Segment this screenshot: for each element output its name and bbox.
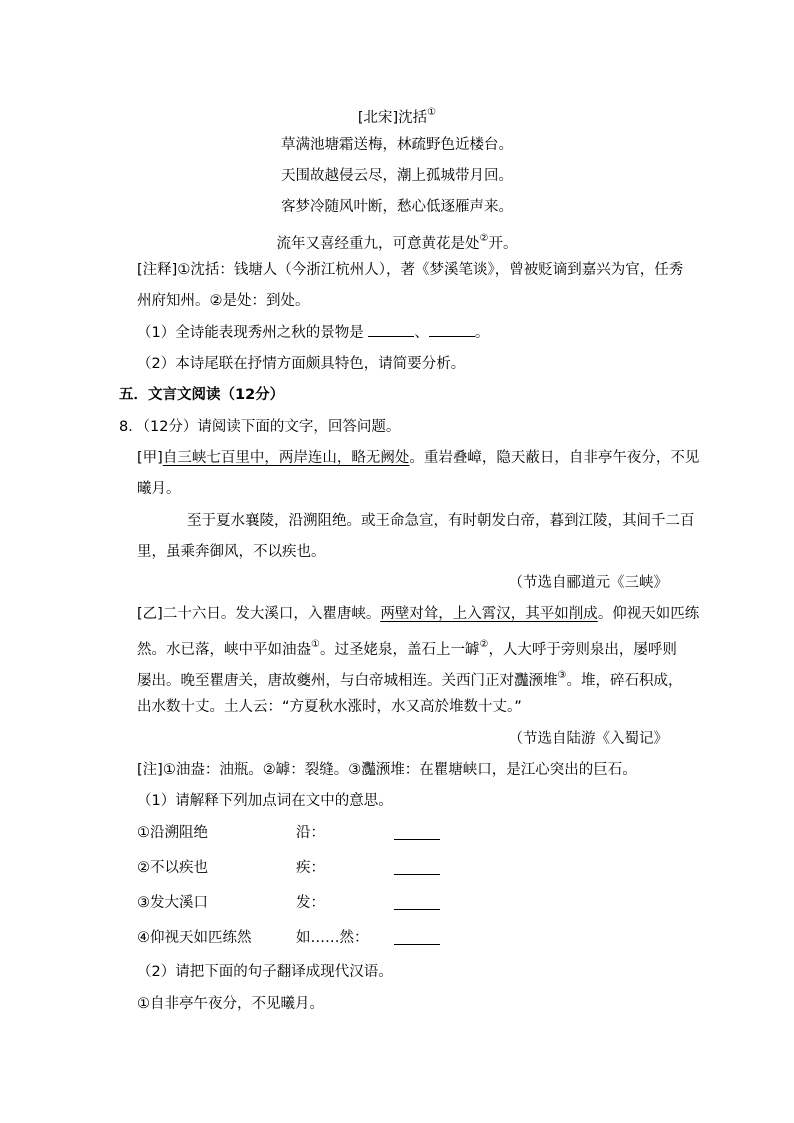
passage-jia: [甲]自三峡七百里中，两岸连山，略无阙处。重岩叠嶂，隐天蔽日，自非亭午夜分，不见 [137,450,700,466]
poem-line: 客梦冷随风叶断，愁心低逐雁声来。 [281,199,513,215]
sub-question-1: （1）请解释下列加点词在文中的意思。 [137,793,393,809]
sub-question-2: （2）请把下面的句子翻译成现代汉语。 [137,964,393,980]
section-title: 五．文言文阅读（12分） [119,387,285,403]
poem-line: 流年又喜经重九，可意黄花是处②开。 [276,233,518,252]
passage-jia: 里，虽乘奔御风，不以疾也。 [137,544,326,560]
passage-yi: [乙]二十六日。发大溪口，入瞿唐峡。两壁对耸，上入霄汉，其平如削成。仰视天如匹练 [137,606,700,622]
answer-blank[interactable] [394,908,440,910]
answer-blank[interactable] [394,943,440,945]
poem-note: 州府知州。②是处：到处。 [137,293,310,309]
word-phrase: ②不以疾也 [137,860,208,876]
source-citation: （节选自郦道元《三峡》 [508,575,668,591]
word-target: 疾： [296,860,325,876]
underlined-sentence: 两壁对耸，上入霄汉，其平如削成 [380,606,598,622]
word-phrase: ①沿溯阻绝 [137,825,208,841]
answer-blank[interactable] [368,324,414,337]
translate-item: ①自非亭午夜分，不见曦月。 [137,996,324,1012]
passage-yi: 出水数十丈。土人云：“方夏秋水涨时，水又高於堆数十丈。” [137,699,522,715]
passage-yi: 然。水已落，峡中平如油盎①。过圣姥泉，盖石上一罅②，人大呼于旁则泉出，屡呼则 [137,639,677,658]
passage-note: [注]①油盎：油瓶。②罅：裂缝。③灩滪堆：在瞿塘峡口，是江心突出的巨石。 [137,762,637,778]
answer-blank[interactable] [429,324,475,337]
answer-blank[interactable] [394,873,440,875]
word-phrase: ④仰视天如匹练然 [137,930,252,946]
note-marker: ② [479,639,489,650]
passage-yi: 屡出。晚至瞿唐关，唐故夔州，与白帝城相连。关西门正对灩滪堆③。堆，碎石积成， [137,670,683,689]
note-marker: ① [427,107,437,118]
underlined-sentence: 自三峡七百里中，两岸连山，略无阙处 [162,450,410,466]
word-target: 沿： [296,825,325,841]
note-marker: ① [311,639,320,650]
passage-jia: 曦月。 [137,481,181,497]
word-target: 发： [296,895,325,911]
poem-note: [注释]①沈括：钱塘人（今浙江杭州人），著《梦溪笔谈》，曾被贬谪到嘉兴为官，任秀 [137,262,684,278]
poem-author: [北宋]沈括① [357,107,437,126]
poem-question-2: （2）本诗尾联在抒情方面颇具特色，请简要分析。 [137,356,466,372]
word-target: 如……然： [296,930,369,946]
passage-jia: 至于夏水襄陵，沿溯阻绝。或王命急宣，有时朝发白帝，暮到江陵，其间千二百 [187,513,695,529]
source-citation: （节选自陆游《入蜀记》 [508,731,668,747]
poem-line: 天围故越侵云尽，潮上孤城带月回。 [281,168,513,184]
poem-question-1: （1）全诗能表现秀州之秋的景物是 、 。 [137,325,490,341]
poem-line: 草满池塘霜送梅，林疏野色近楼台。 [281,137,513,153]
word-phrase: ③发大溪口 [137,895,208,911]
answer-blank[interactable] [394,838,440,840]
question-stem: 8．（12分）请阅读下面的文字，回答问题。 [119,419,401,435]
note-marker: ② [479,233,489,244]
note-marker: ③ [557,670,567,681]
